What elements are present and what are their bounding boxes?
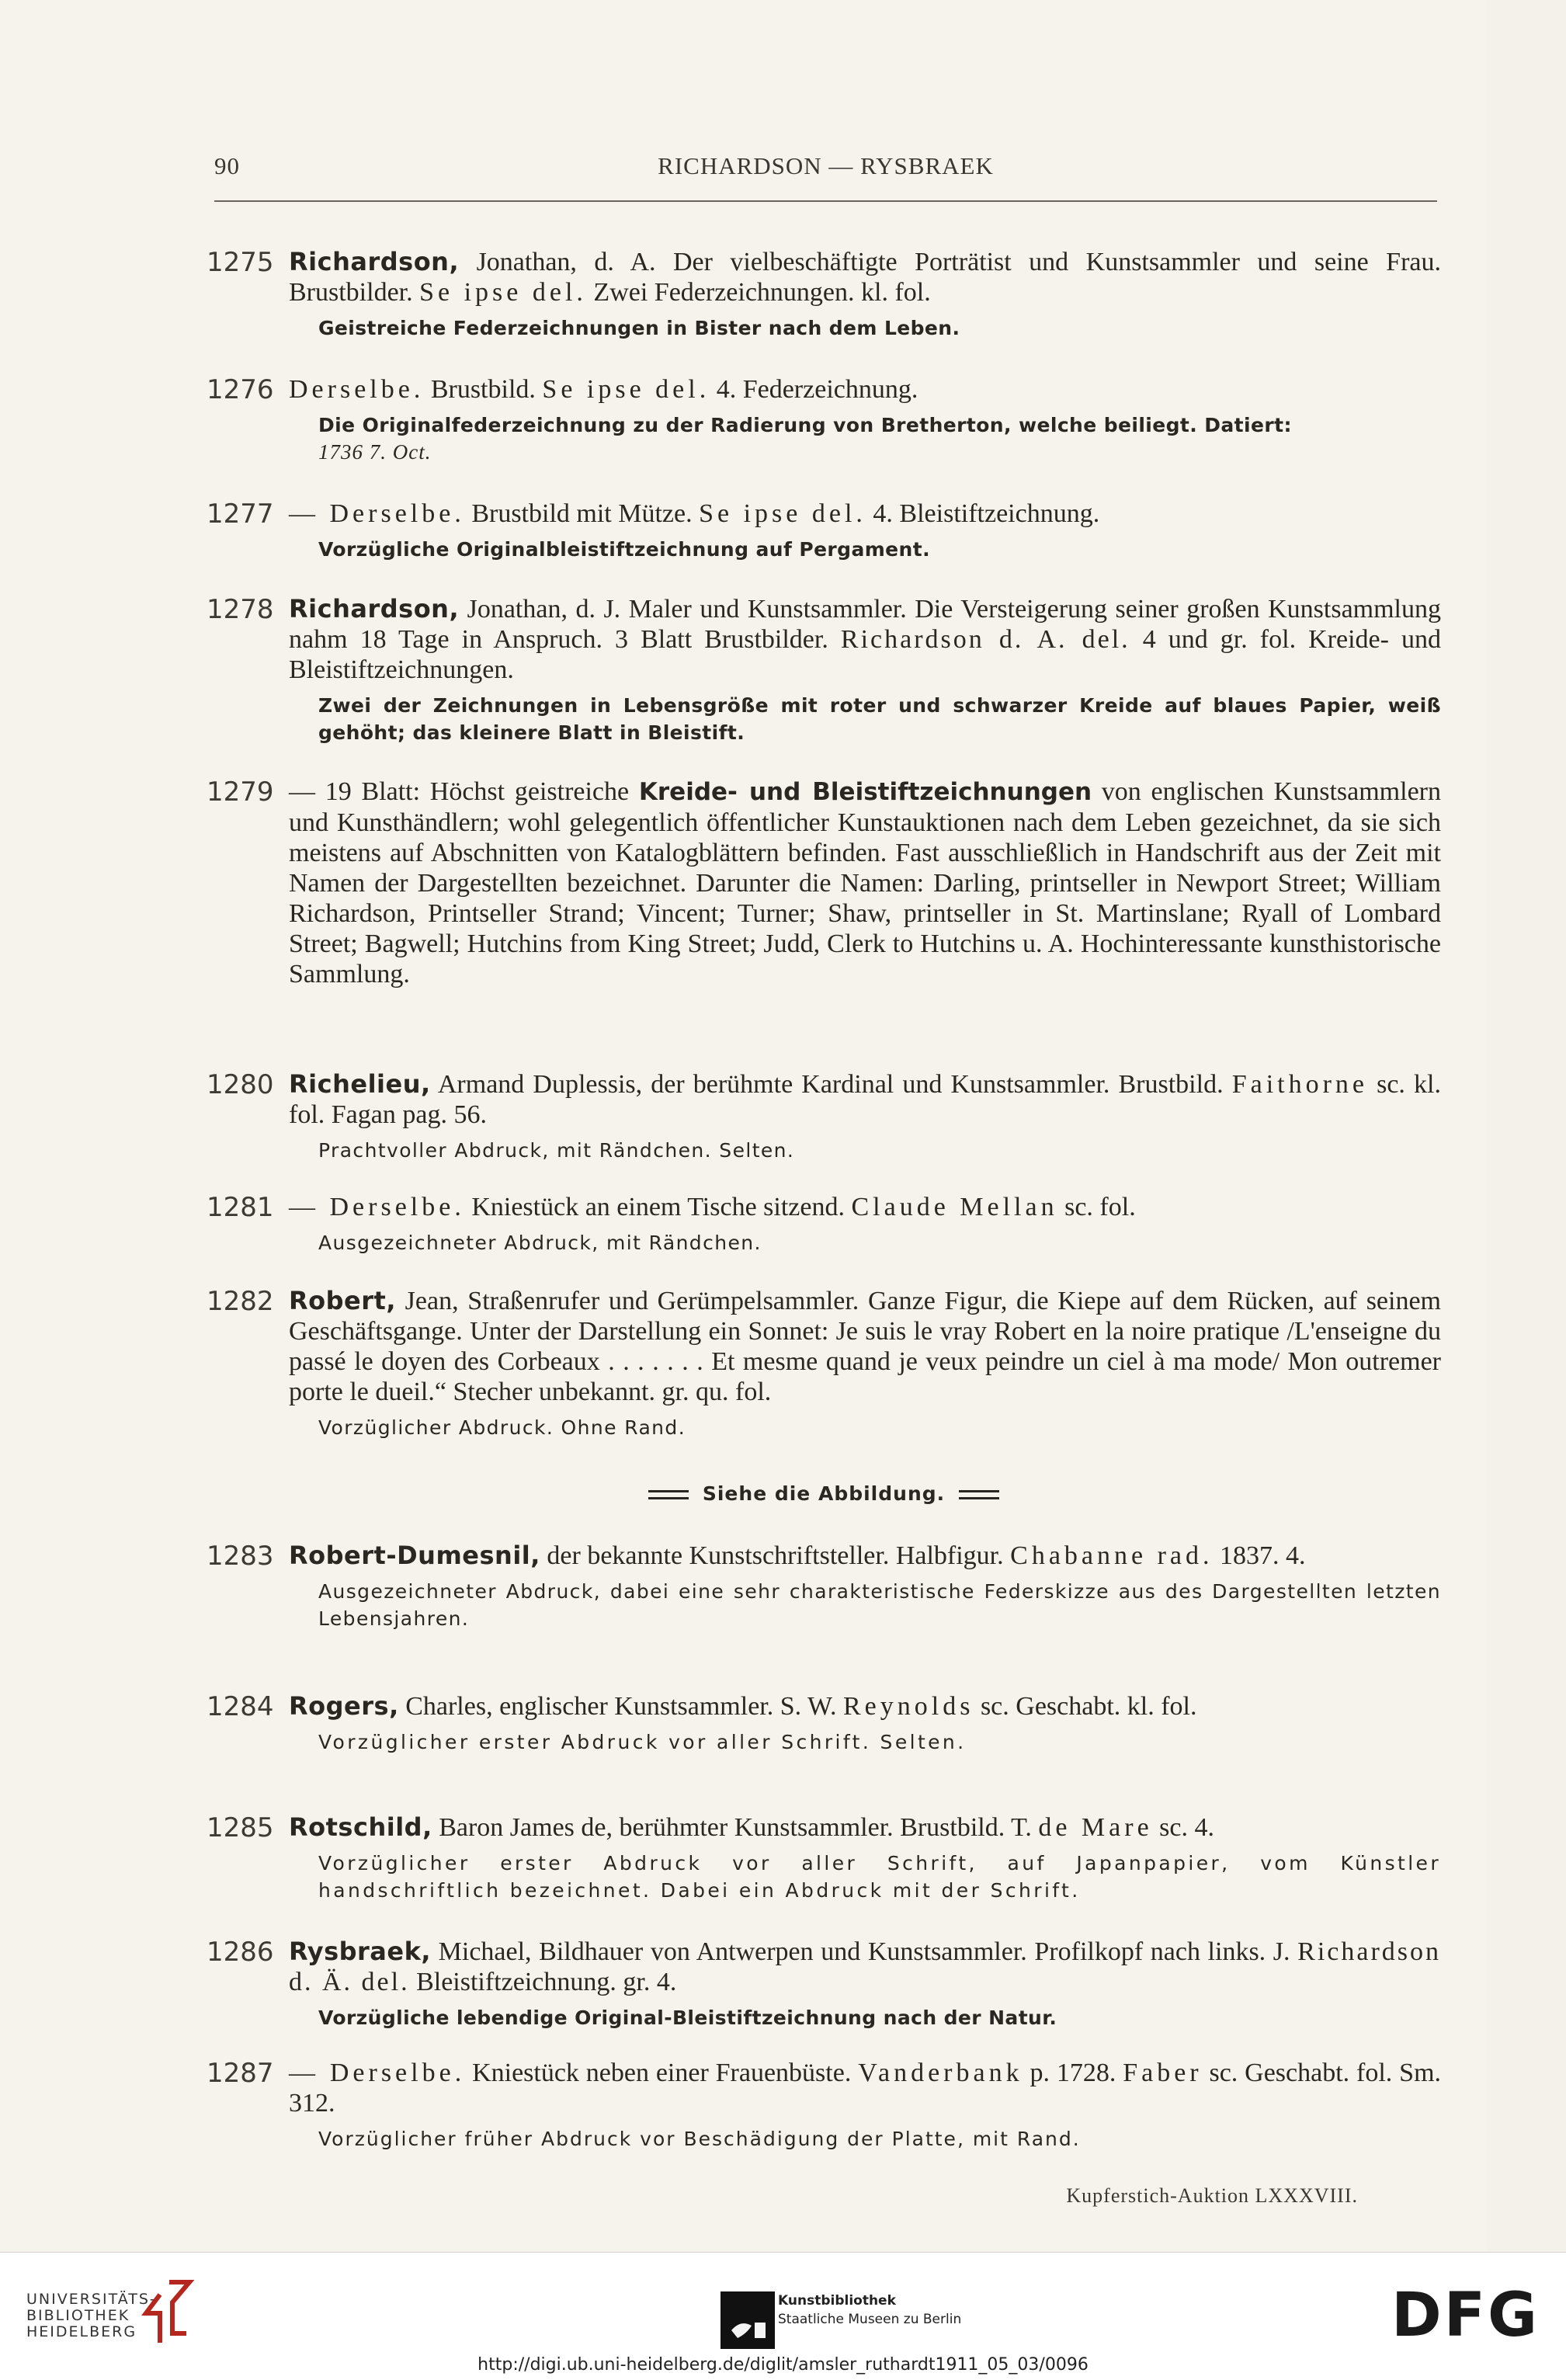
entry-text: der bekannte Kunstschriftsteller. Halbfigur. [540,1541,1011,1570]
double-rule-right [959,1490,999,1499]
entry-artist: Vanderbank [858,2059,1023,2087]
entry-tail: Bleistiftzeichnung. gr. 4. [409,1968,677,1996]
entry-headword: Robert-Dumesnil, [289,1541,540,1570]
university-library-label [26,2291,157,2340]
entry-text: Charles, englischer Kunstsammler. S. W. [398,1692,843,1721]
entry-text: Kniestück neben einer Frauenbüste. [465,2059,859,2087]
lot-number: 1275 [207,247,274,278]
entry-artist: Richardson d. A. del. [840,625,1130,654]
entry-headword: Richelieu, [289,1069,431,1099]
entry-artist: Se ipse del. [419,278,587,307]
kunstbibliothek-name: Kunstbibliothek [778,2293,896,2309]
entry-artist: Faithorne [1231,1070,1368,1099]
lot-number: 1283 [207,1541,274,1572]
entry-tail: 4 und gr. fol. Kreide- und Bleistiftzeichnungen. [289,625,1441,684]
entry-tail: sc. kl. fol. Fagan pag. 56. [289,1070,1441,1129]
entry-tail: p. 1728. [1023,2059,1123,2087]
entry-artist: de Mare [1038,1813,1153,1842]
entry-body [289,1069,1441,1164]
lot-number: 1277 [207,499,274,530]
entry-body [289,499,1441,563]
lot-number: 1278 [207,594,274,625]
entry-body [289,594,1441,746]
entry-headword: Rogers, [289,1691,399,1721]
entry-body [289,1691,1441,1756]
entry-headword: Richardson, [289,247,460,276]
entry-artist: Se ipse del. [699,499,866,528]
entry-tail: sc. fol. [1057,1193,1136,1221]
entry-body [289,1541,1441,1632]
entry-note: Ausgezeichneter Abdruck, mit Rändchen. [318,1232,762,1254]
entry-artist: Claude Mellan [851,1193,1058,1221]
entry-note-text: Die Originalfederzeichnung zu der Radierung von Bretherton, welche beiliegt. Datiert: [318,414,1292,436]
running-title: RICHARDSON — RYSBRAEK [658,152,994,179]
entry-text: Jonathan, d. J. Maler und Kunstsammler. Die Versteigerung seiner großen Kunstsammlung nahm 18 Tage in Anspruch. 3 Blatt Brustbilder. [289,595,1441,654]
entry-note: Ausgezeichneter Abdruck, dabei eine sehr charakteristische Federskizze aus des Dargestellten letzten Lebensjahren. [318,1580,1441,1630]
entry-tail-2: sc. Geschabt. fol. Sm. 312. [289,2059,1442,2118]
entry-text: Jonathan, d. A. Der vielbeschäftigte Porträtist und Kunstsammler und seine Frau. Brustbilder. [289,248,1441,307]
lot-number: 1286 [207,1937,274,1968]
entry-note: Prachtvoller Abdruck, mit Rändchen. Selten. [318,1139,795,1162]
entry-note: Vorzüglicher früher Abdruck vor Beschädigung der Platte, mit Rand. [318,2128,1081,2150]
entry-note: Vorzügliche Originalbleistiftzeichnung auf Pergament. [318,538,930,561]
header-rule [214,200,1437,202]
entry-body [289,777,1441,989]
entry-note: Vorzüglicher erster Abdruck vor aller Schrift, auf Japanpapier, vom Künstler handschriftlich bezeichnet. Dabei ein Abdruck mit der Schrift. [318,1852,1441,1902]
entry-text: Brustbild mit Mütze. [464,499,700,528]
kunstbibliothek-label [778,2291,961,2329]
entry-body [289,1192,1441,1256]
lot-number: 1284 [207,1691,274,1722]
entry-tail: 4. Bleistiftzeichnung. [866,499,1100,528]
lot-number: 1287 [207,2058,274,2089]
entry-artist: Se ipse del. [542,375,710,404]
entry-artist: Chabanne rad. [1010,1541,1214,1570]
handwritten-date: 1736 7. Oct. [318,440,432,464]
page-header [214,152,1437,189]
entry-text: von englischen Kunstsammlern und Kunsthändlern; wohl gelegentlich öffentlicher Kunstauktionen nach dem Leben gezeichnet, da sie sich meistens auf Abschnitten von Katalogblättern befinden. Fast ausschließlich in Handschrift aus der Zeit mit Namen der Dargestellten bezeichnet. Darunter die Namen: Darling, printseller in Newport Street; William Richardson, Printseller Strand; Vincent; Turner; Shaw, printseller in St. Martinslane; Ryall of Lombard Street; Bagwell; Hutchins from King Street; Judd, Clerk to Hutchins u. A. Hochinteressante kunsthistorische Sammlung. [289,777,1441,988]
kunstbibliothek-logo-icon [720,2291,775,2349]
entry-text: Jean, Straßenrufer und Gerümpelsammler. Ganze Figur, die Kiepe auf dem Rücken, auf seinem Geschäftsgange. Unter der Darstellung ein Sonnet: Je suis le vray Robert en la noire pratique /L'enseigne du passé le doyen des Corbeaux . . . . . . . Et mesme quand je veux peindre un ciel à ma mode/ Mon outremer porte le dueil.“ Stecher unbekannt. gr. qu. fol. [289,1287,1441,1406]
entry-lead: Derselbe. [289,375,425,404]
entry-body [289,2058,1441,2152]
university-line: UNIVERSITÄTS- [26,2291,157,2308]
entry-body [289,1812,1441,1904]
entry-tail: Zwei Federzeichnungen. kl. fol. [586,278,931,307]
university-library-logo-icon [138,2279,194,2346]
double-rule-left [648,1490,689,1499]
see-illustration-note [207,1482,1441,1505]
entry-body [289,247,1441,342]
entry-note: Geistreiche Federzeichnungen in Bister nach dem Leben. [318,317,960,339]
entry-note [289,412,1441,466]
page-number: 90 [214,152,240,179]
university-line: HEIDELBERG [26,2323,137,2340]
entry-lead: — 19 Blatt: Höchst geistreiche [289,777,639,806]
entry-text: Baron James de, berühmter Kunstsammler. Brustbild. T. [432,1813,1039,1842]
entry-artist: Richardson d. Ä. del. [289,1937,1441,1996]
entry-note: Vorzügliche lebendige Original-Bleistiftzeichnung nach der Natur. [318,2006,1057,2029]
entry-note: Zwei der Zeichnungen in Lebensgröße mit roter und schwarzer Kreide auf blaues Papier, weiß gehöht; das kleinere Blatt in Bleistift. [318,694,1441,744]
entry-tail: 4. Federzeichnung. [710,375,918,404]
entry-body [289,1286,1441,1441]
entry-text: Armand Duplessis, der berühmte Kardinal und Kunstsammler. Brustbild. [430,1070,1232,1099]
entry-note: Vorzüglicher Abdruck. Ohne Rand. [318,1416,686,1439]
entry-lead: — Derselbe. [289,1193,465,1221]
university-line: BIBLIOTHEK [26,2307,130,2324]
lot-number: 1279 [207,777,274,808]
source-url[interactable]: http://digi.ub.uni-heidelberg.de/diglit/amsler_ruthardt1911_05_03/0096 [477,2355,1089,2375]
dfg-logo: DFG [1391,2281,1540,2350]
entry-body [289,374,1441,466]
entry-tail: sc. Geschabt. kl. fol. [974,1692,1197,1721]
lot-number: 1276 [207,374,274,405]
lot-number: 1285 [207,1812,274,1843]
entry-headword: Rysbraek, [289,1937,432,1966]
entry-lead: — Derselbe. [289,2059,466,2087]
entry-artist: Reynolds [843,1692,974,1721]
entry-body [289,1937,1441,2031]
see-illustration-text: Siehe die Abbildung. [702,1482,946,1505]
entry-tail: 1837. 4. [1213,1541,1306,1570]
entry-text: Kniestück an einem Tische sitzend. [464,1193,852,1221]
lot-number: 1280 [207,1069,274,1100]
entry-headword: Robert, [289,1286,396,1315]
entry-note: Vorzüglicher erster Abdruck vor aller Schrift. Selten. [318,1731,967,1753]
entry-text: Michael, Bildhauer von Antwerpen und Kunstsammler. Profilkopf nach links. J. [431,1937,1298,1966]
catalog-mark: Kupferstich-Auktion LXXXVIII. [1066,2184,1358,2207]
entry-text: Brustbild. [424,375,543,404]
digitization-footer [0,2252,1566,2380]
lot-number: 1282 [207,1286,274,1317]
entry-headword: Rotschild, [289,1812,432,1842]
kunstbibliothek-subtitle: Staatliche Museen zu Berlin [778,2312,962,2327]
entry-headword: Richardson, [289,594,460,624]
entry-lead: — Derselbe. [289,499,465,528]
entry-bold-phrase: Kreide- und Bleistiftzeichnungen [638,778,1092,806]
entry-artist-2: Faber [1123,2059,1203,2087]
entry-tail: sc. 4. [1152,1813,1214,1842]
lot-number: 1281 [207,1192,274,1223]
